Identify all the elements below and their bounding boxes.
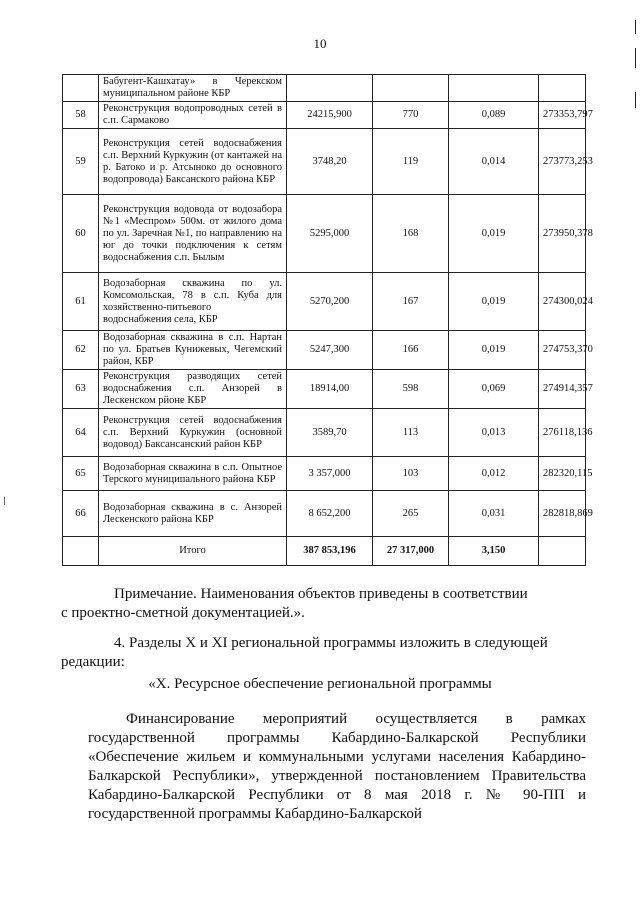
cell-qty: 168 xyxy=(373,195,449,273)
cell-num: 59 xyxy=(63,129,99,195)
cell-qty: 598 xyxy=(373,370,449,409)
amendment-paragraph xyxy=(61,634,586,672)
cell-qty: 166 xyxy=(373,331,449,370)
page-number: 10 xyxy=(313,36,327,51)
scan-artifact xyxy=(4,497,5,505)
table-row xyxy=(63,457,586,491)
cell-num: 63 xyxy=(63,370,99,409)
cell-num: 64 xyxy=(63,409,99,457)
cell-cost: 3 357,000 xyxy=(287,457,373,491)
cell-num: 61 xyxy=(63,273,99,331)
cell-qty: 113 xyxy=(373,409,449,457)
cell-total: 273353,797 xyxy=(539,102,586,129)
note-line-1: Примечание. Наименования объектов приведены в соответствии xyxy=(114,586,528,602)
total-row xyxy=(63,537,586,566)
cell-name: Водозаборная скважина в с. Анзорей Лескенского района КБР xyxy=(99,491,287,537)
margin-mark xyxy=(635,20,636,34)
margin-mark xyxy=(635,92,636,108)
cell-share: 0,031 xyxy=(449,491,539,537)
cell-cost: 3589,70 xyxy=(287,409,373,457)
cell-share: 0,012 xyxy=(449,457,539,491)
body-paragraph: Финансирование мероприятий осуществляется в рамках государственной программы Кабардино-Балкарской Республики «Обеспечение жильем и коммунальными услугами населения Кабардино-Балкарской Республики», утвержденной постановлением Правительства Кабардино-Балкарской Республики от 8 мая 2018 г. № 90-ПП и государственной программы Кабардино-Балкарской xyxy=(88,711,586,822)
table-row xyxy=(63,75,586,102)
table-body xyxy=(63,75,593,566)
cell-share: 0,089 xyxy=(449,102,539,129)
amendment-line-1: 4. Разделы X и XI региональной программы изложить в следующей xyxy=(114,635,548,651)
table-row xyxy=(63,102,586,129)
cell-name: Водозаборная скважина в с.п. Нартан по ул. Братьев Кунижевых, Чегемский район, КБР xyxy=(99,331,287,370)
margin-mark xyxy=(635,48,636,68)
cell-num: 58 xyxy=(63,102,99,129)
table-row xyxy=(63,129,586,195)
cell-name: Реконструкция сетей водоснабжения с.п. Верхний Куркужин (от кантажей на р. Батоко и р. Атсыноко до основного водопровода) Баксанского района КБР xyxy=(99,129,287,195)
cell-num: 60 xyxy=(63,195,99,273)
cell-qty: 770 xyxy=(373,102,449,129)
cell-cost: 24215,900 xyxy=(287,102,373,129)
cell-num: 62 xyxy=(63,331,99,370)
cell-cost: 5270,200 xyxy=(287,273,373,331)
table-row xyxy=(63,370,586,409)
table-row xyxy=(63,331,586,370)
cell-share: 0,019 xyxy=(449,273,539,331)
cell-total: 282818,869 xyxy=(539,491,586,537)
total-cost: 387 853,196 xyxy=(287,537,373,566)
cell-cost: 5295,000 xyxy=(287,195,373,273)
cell-cost: 5247,300 xyxy=(287,331,373,370)
cell-share: 0,069 xyxy=(449,370,539,409)
cell-num xyxy=(63,537,99,566)
cell-cost xyxy=(287,75,373,102)
cell-total: 274300,024 xyxy=(539,273,586,331)
amendment-line-2: редакции: xyxy=(61,654,125,670)
section-heading: «X. Ресурсное обеспечение региональной программы xyxy=(148,676,492,692)
cell-cost: 8 652,200 xyxy=(287,491,373,537)
cell-qty: 119 xyxy=(373,129,449,195)
cell-share: 0,014 xyxy=(449,129,539,195)
cell-name: Водозаборная скважина в с.п. Опытное Терского муниципального района КБР xyxy=(99,457,287,491)
cell-name: Реконструкция разводящих сетей водоснабжения с.п. Анзорей в Лескенском рйоне КБР xyxy=(99,370,287,409)
cell-total: 274753,370 xyxy=(539,331,586,370)
cell-num: 66 xyxy=(63,491,99,537)
cell-share: 0,013 xyxy=(449,409,539,457)
cell-total: 273773,253 xyxy=(539,129,586,195)
cell-name: Реконструкция сетей водоснабжения с.п. Верхний Куркужин (основной водовод) Баксансанский район КБР xyxy=(99,409,287,457)
cell-share: 0,019 xyxy=(449,195,539,273)
table-row xyxy=(63,273,586,331)
cell-name: Водозаборная скважина по ул. Комсомольская, 78 в с.п. Куба для хозяйственно-питьевого водоснабжения села, КБР xyxy=(99,273,287,331)
total-share: 3,150 xyxy=(449,537,539,566)
table-note xyxy=(61,585,586,623)
total-qty: 27 317,000 xyxy=(373,537,449,566)
total-label: Итого xyxy=(99,537,287,566)
table-row xyxy=(63,195,586,273)
cell-total xyxy=(539,75,586,102)
cell-num xyxy=(63,75,99,102)
cell-total xyxy=(539,537,586,566)
cell-share: 0,019 xyxy=(449,331,539,370)
cell-num: 65 xyxy=(63,457,99,491)
objects-table xyxy=(62,74,593,566)
cell-cost: 3748,20 xyxy=(287,129,373,195)
cell-cost: 18914,00 xyxy=(287,370,373,409)
cell-name: Реконструкция водопроводных сетей в с.п. Сармаково xyxy=(99,102,287,129)
note-line-2: с проектно-сметной документацией.». xyxy=(61,605,305,621)
cell-total: 282320,115 xyxy=(539,457,586,491)
cell-total: 273950,378 xyxy=(539,195,586,273)
cell-share xyxy=(449,75,539,102)
cell-name: Реконструкция водовода от водозабора №1 «Меспром» 500м. от жилого дома по ул. Заречная №1, по направлению на юг до точки подключения к сетям водоснабжения с.п. Былым xyxy=(99,195,287,273)
cell-total: 274914,357 xyxy=(539,370,586,409)
table-row xyxy=(63,491,586,537)
cell-qty: 265 xyxy=(373,491,449,537)
cell-total: 276118,136 xyxy=(539,409,586,457)
cell-name: Бабугент-Кашхатау» в Черекском муниципальном районе КБР xyxy=(99,75,287,102)
cell-qty: 167 xyxy=(373,273,449,331)
cell-qty xyxy=(373,75,449,102)
table-row xyxy=(63,409,586,457)
cell-qty: 103 xyxy=(373,457,449,491)
